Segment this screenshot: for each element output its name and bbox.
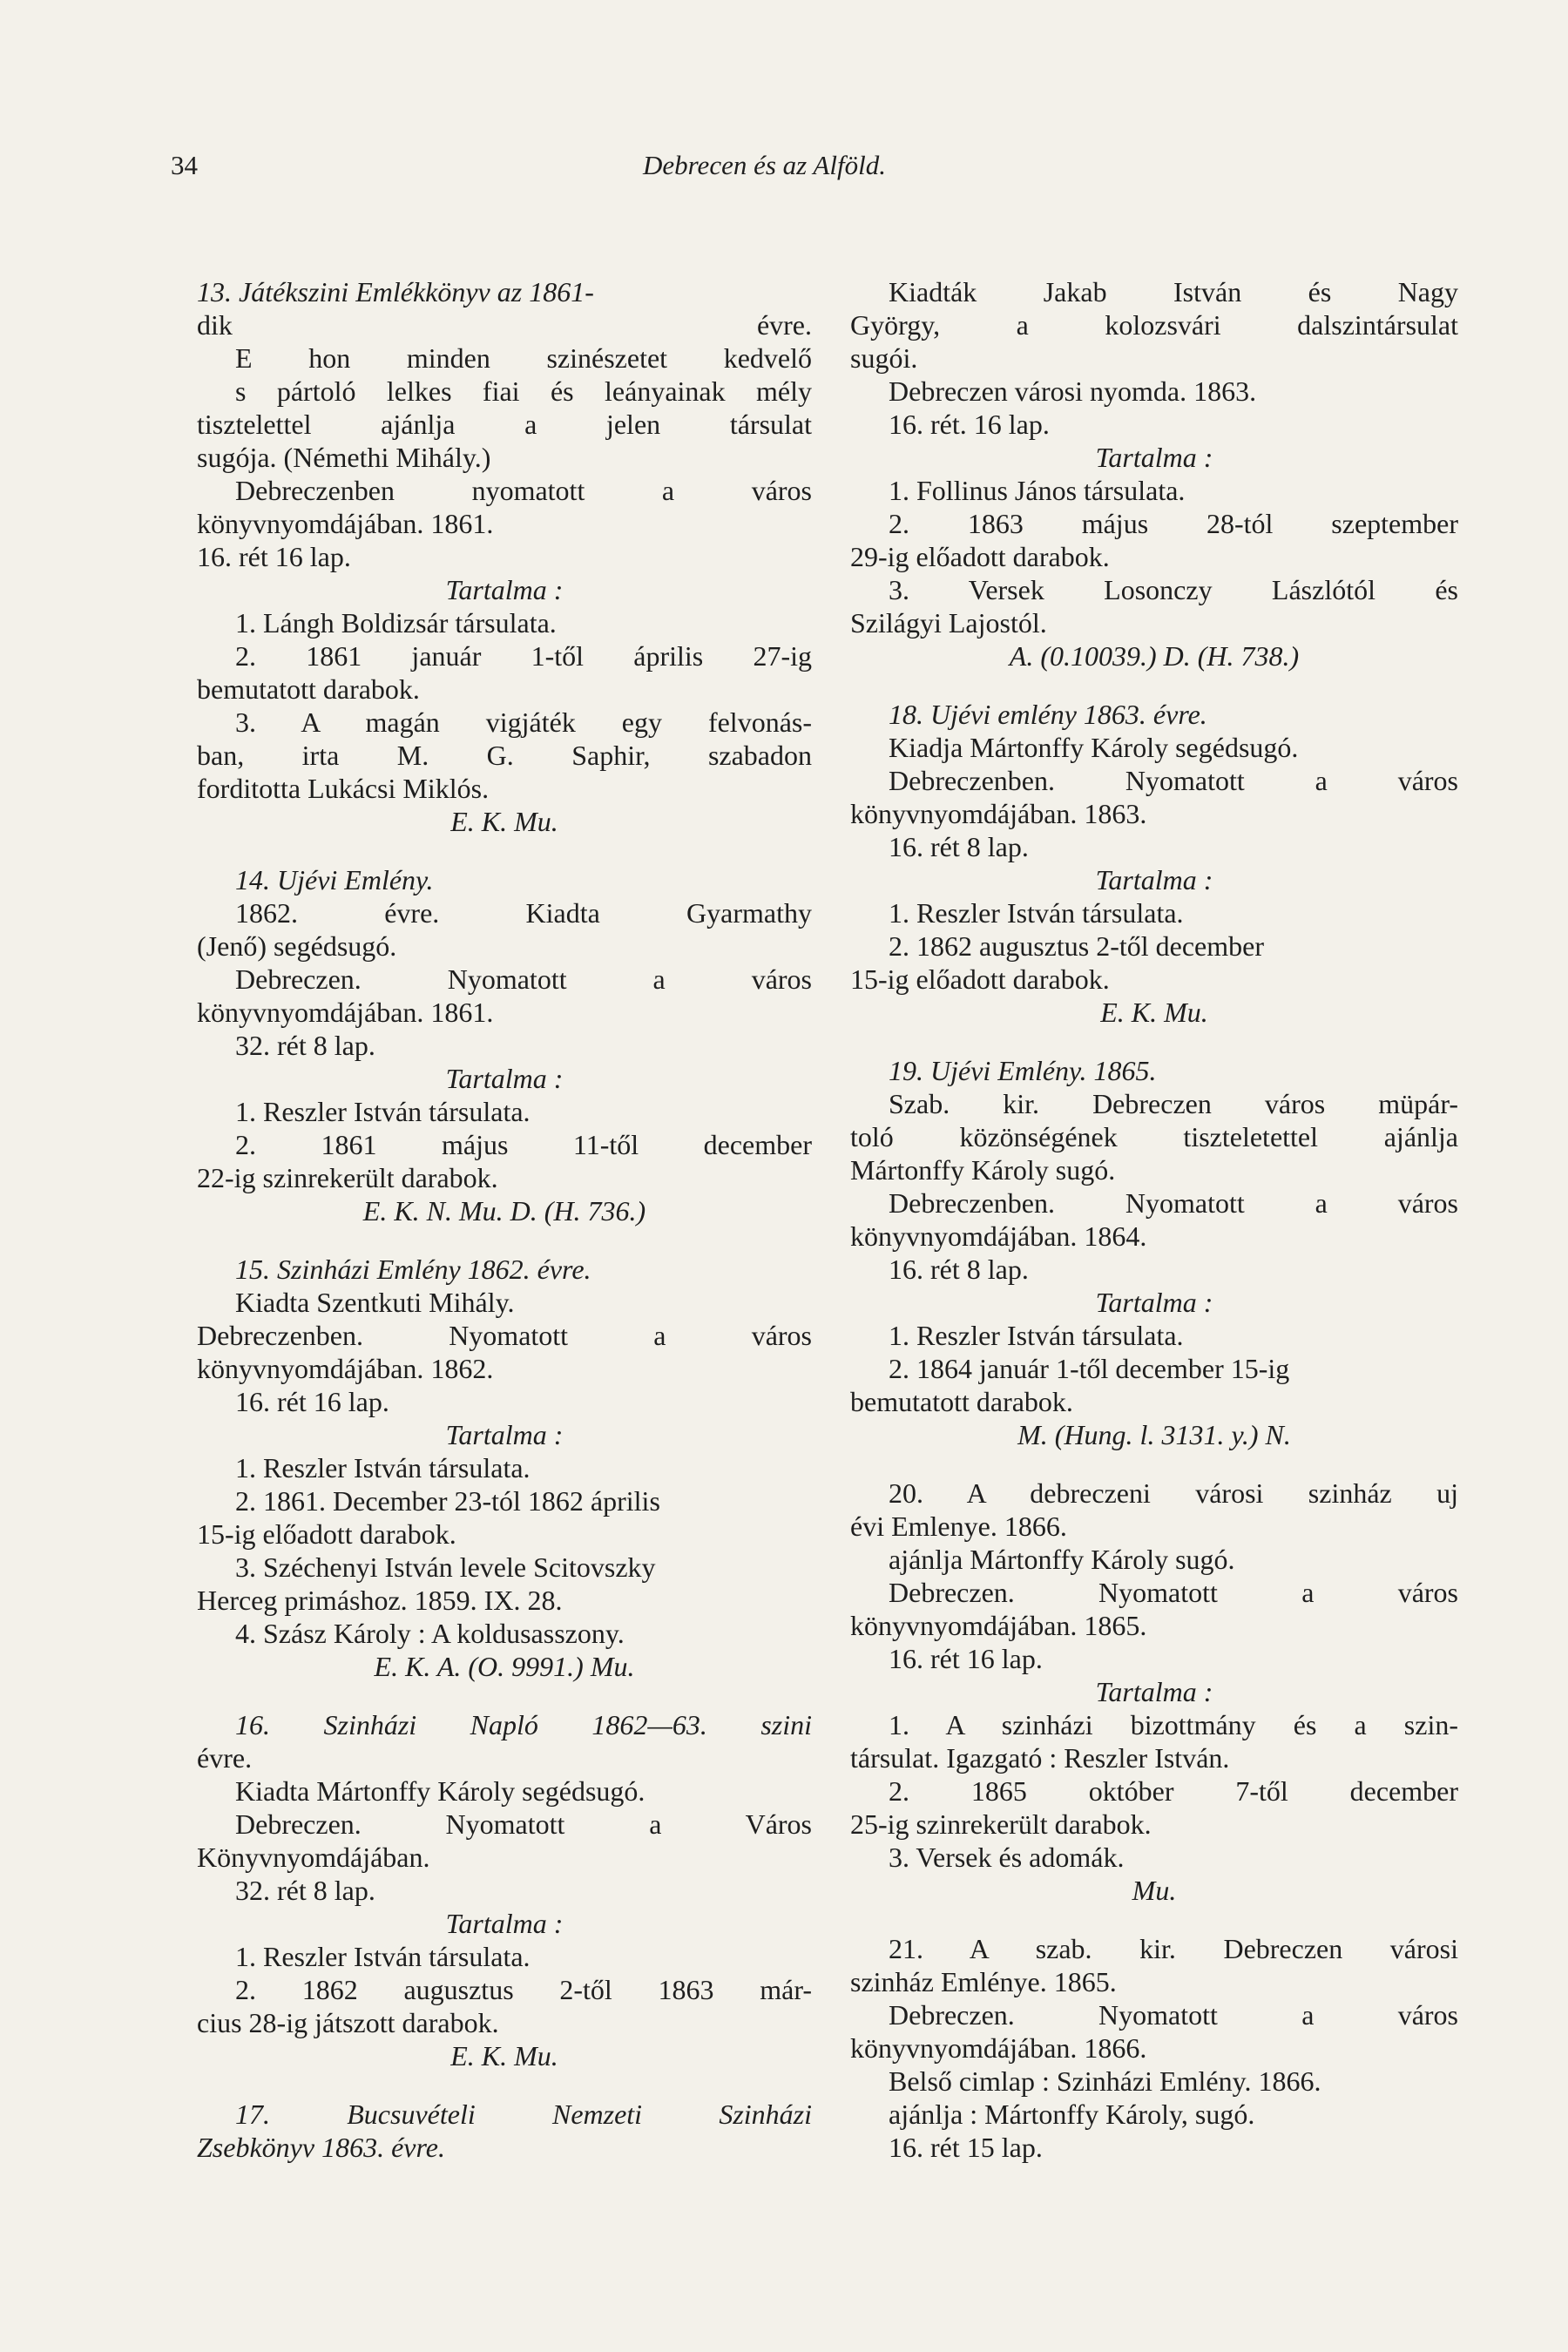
entry-line: 2. 1862 augusztus 2-től 1863 már- xyxy=(235,1974,812,2005)
entry-line: 16. Szinházi Napló 1862—63. szini xyxy=(235,1709,812,1740)
entry-line: Kiadták Jakab István és Nagy xyxy=(889,276,1458,308)
entry-line: ajánlja Mártonffy Károly sugó. xyxy=(889,1544,1235,1575)
entry-line: 19. Ujévi Emlény. 1865. xyxy=(889,1055,1157,1086)
entry-line: 16. rét 8 lap. xyxy=(889,1254,1029,1285)
entry-line: 3. Széchenyi István levele Scitovszky xyxy=(235,1551,656,1583)
entry-line: könyvnyomdájában. 1861. xyxy=(197,997,494,1028)
entry-line: 16. rét 8 lap. xyxy=(889,831,1029,862)
entry-line: bemutatott darabok. xyxy=(850,1386,1073,1417)
entry-line: 2. 1864 január 1-től december 15-ig xyxy=(889,1353,1290,1384)
entry-line: 32. rét 8 lap. xyxy=(235,1875,375,1906)
bibliography-entry xyxy=(850,1054,1458,1451)
entry-line: könyvnyomdájában. 1866. xyxy=(850,2032,1147,2064)
entry-line: Debreczen. Nyomatott a város xyxy=(889,1577,1458,1608)
entry-line: 32. rét 8 lap. xyxy=(235,1030,375,1061)
entry-line: Tartalma : xyxy=(445,1908,564,1939)
entry-line: 15-ig előadott darabok. xyxy=(197,1518,456,1550)
bibliography-entry xyxy=(850,1932,1458,2164)
entry-line: 1. Reszler István társulata. xyxy=(889,1320,1184,1351)
entry-line: 1. Reszler István társulata. xyxy=(235,1096,531,1127)
entry-line: évre. xyxy=(197,1742,253,1774)
entry-line: 22-ig szinrekerült darabok. xyxy=(197,1162,498,1193)
entry-line: Debreczenben. Nyomatott a város xyxy=(889,765,1458,796)
entry-line: 29-ig előadott darabok. xyxy=(850,541,1110,572)
entry-line: társulat. Igazgató : Reszler István. xyxy=(850,1742,1230,1774)
entry-line: Debreczen. Nyomatott a város xyxy=(889,1999,1458,2031)
entry-line: Herceg primáshoz. 1859. IX. 28. xyxy=(197,1585,563,1616)
entry-line: Debreczenben nyomatott a város xyxy=(235,475,812,506)
entry-line: Belső cimlap : Szinházi Emlény. 1866. xyxy=(889,2065,1321,2097)
entry-line: M. (Hung. l. 3131. y.) N. xyxy=(1017,1419,1291,1450)
entry-line: 16. rét. 16 lap. xyxy=(889,409,1050,440)
entry-line: E. K. Mu. xyxy=(1100,997,1208,1028)
entry-line: 16. rét 16 lap. xyxy=(235,1386,389,1417)
entry-line: könyvnyomdájában. 1865. xyxy=(850,1610,1147,1641)
entry-line: Tartalma : xyxy=(445,1063,564,1094)
entry-line: tisztelettel ajánlja a jelen társulat xyxy=(197,409,812,440)
entry-line: bemutatott darabok. xyxy=(197,673,420,705)
bibliography-entry xyxy=(850,275,1458,672)
right-column xyxy=(850,275,1458,2189)
entry-line: Mu. xyxy=(1132,1875,1177,1906)
entry-line: Tartalma : xyxy=(1095,864,1213,896)
entry-line: 4. Szász Károly : A koldusasszony. xyxy=(235,1618,625,1649)
entry-line: évi Emlenye. 1866. xyxy=(850,1511,1067,1542)
entry-line: E. K. N. Mu. D. (H. 736.) xyxy=(362,1195,646,1227)
entry-line: E. K. Mu. xyxy=(450,2040,558,2072)
entry-line: A. (0.10039.) D. (H. 738.) xyxy=(1009,640,1300,672)
entry-line: E hon minden szinészetet kedvelő xyxy=(235,342,812,374)
bibliography-entry xyxy=(197,1708,812,2072)
entry-line: Debreczenben. Nyomatott a város xyxy=(889,1187,1458,1219)
entry-line: Szab. kir. Debreczen város müpár- xyxy=(889,1088,1458,1119)
entry-line: forditotta Lukácsi Miklós. xyxy=(197,773,490,804)
entry-line: s pártoló lelkes fiai és leányainak mély xyxy=(235,375,812,407)
entry-line: 1. Reszler István társulata. xyxy=(235,1452,531,1484)
entry-line: Tartalma : xyxy=(1095,1676,1213,1707)
entry-line: 17. Bucsuvételi Nemzeti Szinházi xyxy=(235,2099,812,2130)
entry-line: 16. rét 16 lap. xyxy=(197,541,351,572)
entry-line: 2. 1861. December 23-tól 1862 április xyxy=(235,1485,660,1517)
entry-line: 1. A szinházi bizottmány és a szin- xyxy=(889,1709,1458,1740)
entry-line: 13. Játékszini Emlékkönyv az 1861- xyxy=(197,276,594,308)
entry-line: Debreczenben. Nyomatott a város xyxy=(197,1320,812,1351)
entry-line: 15-ig előadott darabok. xyxy=(850,963,1110,995)
entry-line: György, a kolozsvári dalszintársulat xyxy=(850,309,1458,341)
page-header xyxy=(0,150,1568,193)
entry-line: 3. Versek Losonczy Lászlótól és xyxy=(889,574,1458,605)
left-column xyxy=(197,275,812,2189)
entry-line: 2. 1863 május 28-tól szeptember xyxy=(889,508,1458,539)
entry-line: toló közönségének tiszteletettel ajánlja xyxy=(850,1121,1458,1152)
entry-line: Tartalma : xyxy=(1095,442,1213,473)
entry-line: 25-ig szinrekerült darabok. xyxy=(850,1808,1152,1840)
entry-line: Debreczen. Nyomatott a város xyxy=(235,963,812,995)
entry-line: 14. Ujévi Emlény. xyxy=(235,864,434,896)
entry-line: Mártonffy Károly sugó. xyxy=(850,1154,1116,1186)
bibliography-entry xyxy=(850,698,1458,1029)
entry-line: 16. rét 16 lap. xyxy=(889,1643,1043,1674)
entry-line: E. K. A. (O. 9991.) Mu. xyxy=(374,1651,635,1682)
entry-line: 3. Versek és adomák. xyxy=(889,1842,1125,1873)
entry-line: Zsebkönyv 1863. évre. xyxy=(197,2132,445,2163)
entry-line: sugója. (Némethi Mihály.) xyxy=(197,442,491,473)
entry-line: 2. 1865 október 7-től december xyxy=(889,1775,1458,1807)
entry-line: 16. rét 15 lap. xyxy=(889,2132,1043,2163)
entry-line: 18. Ujévi emlény 1863. évre. xyxy=(889,699,1207,730)
entry-line: Debreczen városi nyomda. 1863. xyxy=(889,375,1257,407)
bibliography-entry xyxy=(197,863,812,1227)
entry-line: 1. Lángh Boldizsár társulata. xyxy=(235,607,557,639)
entry-line: 3. A magán vigjáték egy felvonás- xyxy=(235,706,812,738)
entry-line: sugói. xyxy=(850,342,918,374)
entry-line: cius 28-ig játszott darabok. xyxy=(197,2007,499,2038)
entry-line: könyvnyomdájában. 1864. xyxy=(850,1220,1147,1252)
page-number: 34 xyxy=(171,150,198,180)
entry-line: 2. 1862 augusztus 2-től december xyxy=(889,930,1264,962)
entry-line: szinház Emlénye. 1865. xyxy=(850,1966,1117,1997)
entry-line: könyvnyomdájában. 1862. xyxy=(197,1353,494,1384)
bibliography-entry xyxy=(197,275,812,838)
entry-line: Kiadta Szentkuti Mihály. xyxy=(235,1287,515,1318)
bibliography-entry xyxy=(197,2098,812,2164)
running-title: Debrecen és az Alföld. xyxy=(643,150,886,180)
entry-line: 20. A debreczeni városi szinház uj xyxy=(889,1477,1458,1509)
entry-line: (Jenő) segédsugó. xyxy=(197,930,397,962)
entry-line: 15. Szinházi Emlény 1862. évre. xyxy=(235,1254,591,1285)
entry-line: Tartalma : xyxy=(445,1419,564,1450)
entry-line: 21. A szab. kir. Debreczen városi xyxy=(889,1933,1458,1964)
entry-line: Szilágyi Lajostól. xyxy=(850,607,1047,639)
entry-line: 1. Follinus János társulata. xyxy=(889,475,1186,506)
bibliography-entry xyxy=(850,1477,1458,1907)
entry-line: Kiadja Mártonffy Károly segédsugó. xyxy=(889,732,1299,763)
entry-line: Tartalma : xyxy=(1095,1287,1213,1318)
entry-line: Debreczen. Nyomatott a Város xyxy=(235,1808,812,1840)
entry-line: Tartalma : xyxy=(445,574,564,605)
entry-line: 1. Reszler István társulata. xyxy=(889,897,1184,929)
entry-line: E. K. Mu. xyxy=(450,806,558,837)
entry-line: 1. Reszler István társulata. xyxy=(235,1941,531,1972)
entry-line: könyvnyomdájában. 1863. xyxy=(850,798,1147,829)
entry-line: 2. 1861 január 1-től április 27-ig xyxy=(235,640,812,672)
entry-line: ban, irta M. G. Saphir, szabadon xyxy=(197,740,812,771)
entry-line: 1862. évre. Kiadta Gyarmathy xyxy=(235,897,812,929)
entry-line: Könyvnyomdájában. xyxy=(197,1842,430,1873)
entry-line: ajánlja : Mártonffy Károly, sugó. xyxy=(889,2099,1255,2130)
entry-line: Kiadta Mártonffy Károly segédsugó. xyxy=(235,1775,645,1807)
entry-line: könyvnyomdájában. 1861. xyxy=(197,508,494,539)
entry-line: 2. 1861 május 11-től december xyxy=(235,1129,812,1160)
bibliography-entry xyxy=(197,1253,812,1683)
entry-line: dik évre. xyxy=(197,309,812,341)
